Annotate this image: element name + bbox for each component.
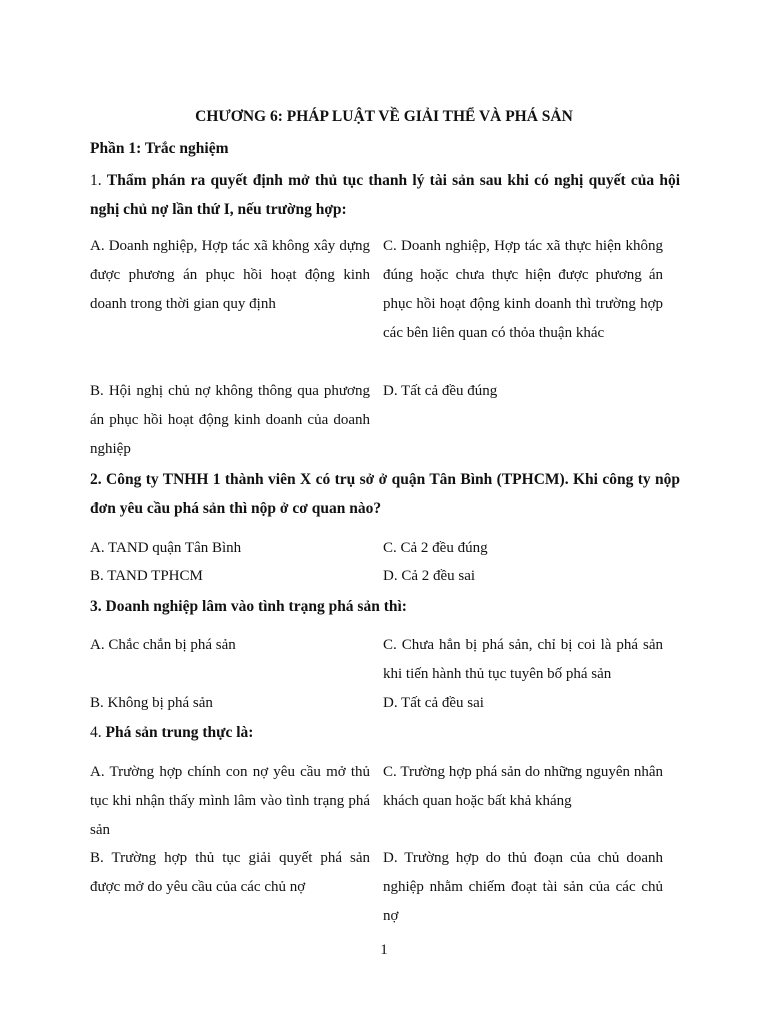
question-3-option-d: D. Tất cả đều sai (383, 695, 484, 711)
question-1-number: 1. (90, 172, 102, 189)
question-2-option-c: C. Cả 2 đều đúng (383, 540, 488, 556)
question-2-text: 2. Công ty TNHH 1 thành viên X có trụ sở ở quận Tân Bình (TPHCM). Khi công ty nộp đơn yêu cầu phá sản thì nộp ở cơ quan nào? (90, 471, 680, 517)
question-2-option-b: B. TAND TPHCM (90, 568, 203, 584)
question-2 (90, 465, 680, 523)
question-4 (90, 718, 680, 747)
question-4-option-c: C. Trường hợp phá sản do những nguyên nhân khách quan hoặc bất khả kháng (383, 764, 663, 809)
question-4-option-d: D. Trường hợp do thủ đoạn của chủ doanh nghiệp nhằm chiếm đoạt tài sản của các chủ nợ (383, 850, 663, 924)
question-3-option-a: A. Chắc chắn bị phá sản (90, 637, 236, 653)
question-3 (90, 592, 680, 621)
question-4-option-a: A. Trường hợp chính con nợ yêu cầu mở thủ tục khi nhận thấy mình lâm vào tình trạng phá sản (90, 764, 370, 838)
question-1-option-d: D. Tất cả đều đúng (383, 383, 498, 399)
question-1-text: Thẩm phán ra quyết định mở thủ tục thanh lý tài sản sau khi có nghị quyết của hội nghị chủ nợ lần thứ I, nếu trường hợp: (90, 172, 681, 218)
question-3-option-b: B. Không bị phá sản (90, 695, 213, 711)
question-2-option-d: D. Cả 2 đều sai (383, 568, 476, 584)
question-3-text: 3. Doanh nghiệp lâm vào tình trạng phá sản thì: (90, 598, 407, 615)
question-1-option-b: B. Hội nghị chủ nợ không thông qua phương án phục hồi hoạt động kinh doanh của doanh nghiệp (90, 383, 370, 457)
question-4-option-b: B. Trường hợp thủ tục giải quyết phá sản được mở do yêu cầu của các chủ nợ (90, 850, 370, 895)
question-3-option-c: C. Chưa hẳn bị phá sản, chỉ bị coi là phá sản khi tiến hành thủ tục tuyên bố phá sản (383, 637, 663, 682)
question-1 (90, 166, 680, 224)
section-heading: Phần 1: Trắc nghiệm (90, 140, 229, 157)
page-number: 1 (380, 942, 388, 958)
chapter-title: CHƯƠNG 6: PHÁP LUẬT VỀ GIẢI THỂ VÀ PHÁ SẢN (195, 108, 573, 125)
question-4-text: Phá sản trung thực là: (105, 724, 254, 741)
question-1-option-c: C. Doanh nghiệp, Hợp tác xã thực hiện không đúng hoặc chưa thực hiện được phương án phục hồi hoạt động kinh doanh thì trường hợp các bên liên quan có thỏa thuận khác (383, 238, 663, 341)
question-2-option-a: A. TAND quận Tân Bình (90, 540, 242, 556)
question-1-option-a: A. Doanh nghiệp, Hợp tác xã không xây dựng được phương án phục hồi hoạt động kinh doanh trong thời gian quy định (90, 238, 370, 312)
question-4-number: 4. (90, 724, 102, 741)
